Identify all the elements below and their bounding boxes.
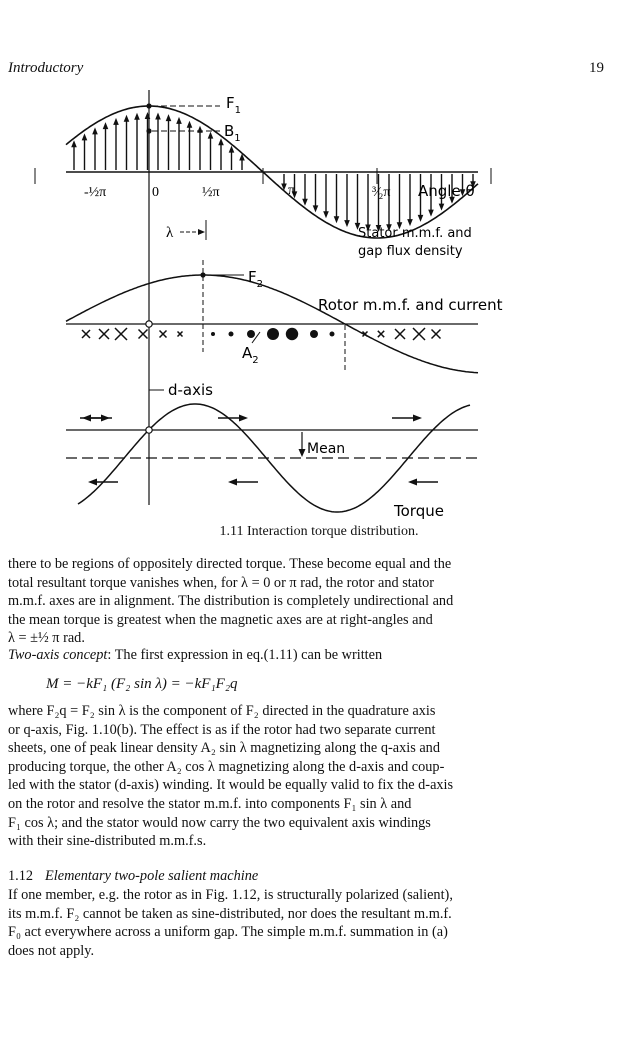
text-line: there to be regions of oppositely directed torque. These become equal and the bbox=[8, 556, 452, 572]
text-line: does not apply. bbox=[8, 942, 95, 959]
stator-arrow-head bbox=[313, 205, 319, 212]
text-line: or q-axis, Fig. 1.10(b). The effect is as if the rotor had two separate current bbox=[8, 721, 436, 738]
stator-arrow-head bbox=[344, 220, 350, 227]
stator-label-line2: gap flux density bbox=[358, 244, 463, 259]
rotor-dot-symbol bbox=[229, 332, 234, 337]
tick-three-half-pi: ³⁄₂π bbox=[372, 185, 391, 200]
stator-arrow-head bbox=[71, 140, 77, 147]
text-line: with their sine-distributed m.m.f.s. bbox=[8, 833, 207, 850]
label-B1: $B_1$ bbox=[224, 122, 241, 144]
stator-arrow-head bbox=[166, 114, 172, 121]
label-A2: $A_2$ bbox=[242, 344, 259, 366]
lambda-label: λ bbox=[166, 225, 174, 241]
paragraph-salient bbox=[8, 886, 553, 960]
running-title: Introductory bbox=[8, 60, 84, 76]
stator-arrow-head bbox=[113, 118, 119, 125]
stator-arrow-head bbox=[82, 133, 88, 140]
rotor-dot-symbol bbox=[267, 328, 279, 340]
text-line: F₁ cos λ; and the stator would now carry the two equivalent axis windings bbox=[8, 814, 431, 831]
text-line: If one member, e.g. the rotor as in Fig. 1.12, is structurally polarized (salient), bbox=[8, 887, 453, 903]
rotor-current-dots bbox=[211, 328, 335, 340]
tick-zero: 0 bbox=[152, 185, 159, 200]
two-axis-term: Two-axis concept bbox=[8, 647, 108, 663]
stator-arrow-head bbox=[103, 122, 109, 129]
tick-pi: π bbox=[288, 183, 296, 198]
rotor-label: Rotor m.m.f. and current bbox=[318, 296, 503, 314]
stator-label-line1: Stator m.m.f. and bbox=[358, 226, 472, 241]
stator-arrow-head bbox=[218, 138, 224, 145]
rotor-dot-symbol bbox=[286, 328, 298, 340]
stator-arrow-head bbox=[124, 115, 130, 122]
rotor-crossing-circle bbox=[146, 321, 152, 327]
two-axis-text: : The first expression in eq.(1.11) can be written bbox=[107, 647, 383, 663]
label-F2: $F_2$ bbox=[248, 268, 264, 290]
paragraph-two-axis-intro bbox=[8, 646, 553, 665]
tick-minus-half-pi: -½π bbox=[84, 185, 107, 200]
mean-label: Mean bbox=[307, 441, 346, 457]
stator-arrow-head bbox=[418, 215, 424, 222]
mean-arrow-head bbox=[299, 449, 306, 457]
stator-arrow-head bbox=[208, 132, 214, 139]
section-title: Elementary two-pole salient machine bbox=[45, 868, 259, 884]
torque-distribution-figure bbox=[0, 80, 638, 520]
torque-arrow-head bbox=[408, 479, 417, 486]
figure-caption: 1.11 Interaction torque distribution. bbox=[219, 524, 419, 539]
section-heading bbox=[8, 868, 258, 885]
paragraph-torque-regions bbox=[8, 555, 553, 648]
stator-arrow-head bbox=[323, 211, 329, 218]
torque-crossing-circle bbox=[146, 427, 152, 433]
stator-arrow-head bbox=[92, 127, 98, 134]
stator-arrow-head bbox=[155, 112, 161, 119]
flux-density-dot bbox=[146, 128, 151, 133]
lambda-arrow-head bbox=[198, 229, 205, 235]
angle-label: Angle θ bbox=[418, 182, 475, 200]
rotor-dot-symbol bbox=[211, 332, 215, 336]
rotor-dot-symbol bbox=[310, 330, 318, 338]
stator-arrow-head bbox=[428, 210, 434, 217]
text-line: where F₂q = F₂ sin λ is the component of F₂ directed in the quadrature axis bbox=[8, 703, 436, 719]
page-number: 19 bbox=[589, 60, 604, 76]
torque-arrow-head bbox=[88, 479, 97, 486]
text-line: the mean torque is greatest when the magnetic axes are at right-angles and bbox=[8, 611, 433, 628]
torque-label: Torque bbox=[394, 502, 444, 520]
section-number: 1.12 bbox=[8, 868, 34, 884]
text-line: its m.m.f. F₂ cannot be taken as sine-distributed, nor does the resultant m.m.f. bbox=[8, 905, 452, 922]
stator-arrow-head bbox=[302, 199, 308, 206]
stator-arrow-head bbox=[187, 121, 193, 128]
d-axis-label: d-axis bbox=[168, 381, 213, 399]
text-line: producing torque, the other A₂ cos λ magnetizing along the d-axis and coup- bbox=[8, 758, 445, 775]
text-line: m.m.f. axes are in alignment. The distribution is completely undirectional and bbox=[8, 593, 454, 610]
rotor-current-crosses bbox=[82, 328, 441, 340]
stator-arrow-head bbox=[134, 113, 140, 120]
equation-torque: M = −kF₁ (F₂ sin λ) = −kF₁F₂q bbox=[46, 676, 238, 692]
stator-arrow-head bbox=[334, 216, 340, 223]
label-F1: $F_1$ bbox=[226, 94, 242, 116]
text-line: total resultant torque vanishes when, for λ = 0 or π rad, the rotor and stator bbox=[8, 574, 434, 591]
stator-arrow-head bbox=[197, 126, 203, 133]
text-line: sheets, one of peak linear density A₂ sin λ magnetizing along the q-axis and bbox=[8, 740, 440, 757]
rotor-dot-symbol bbox=[330, 332, 335, 337]
text-line: led with the stator (d-axis) winding. It would be equally valid to fix the d-axis bbox=[8, 777, 454, 794]
paragraph-quadrature bbox=[8, 702, 553, 851]
tick-half-pi: ½π bbox=[202, 185, 220, 200]
text-line: on the rotor and resolve the stator m.m.f. into components F₁ sin λ and bbox=[8, 795, 412, 812]
torque-arrow-head bbox=[82, 415, 91, 422]
torque-arrow-head bbox=[413, 415, 422, 422]
rotor-dot-symbol bbox=[247, 330, 255, 338]
torque-arrow-head bbox=[228, 479, 237, 486]
text-line: F₀ act everywhere across a uniform gap. The simple m.m.f. summation in (a) bbox=[8, 924, 448, 941]
torque-arrow-head bbox=[239, 415, 248, 422]
text-line: λ = ±½ π rad. bbox=[8, 630, 85, 647]
stator-arrow-head bbox=[176, 117, 182, 124]
stator-peak-dot bbox=[146, 103, 151, 108]
rotor-peak-dot bbox=[200, 272, 205, 277]
stator-arrow-head bbox=[439, 204, 445, 211]
